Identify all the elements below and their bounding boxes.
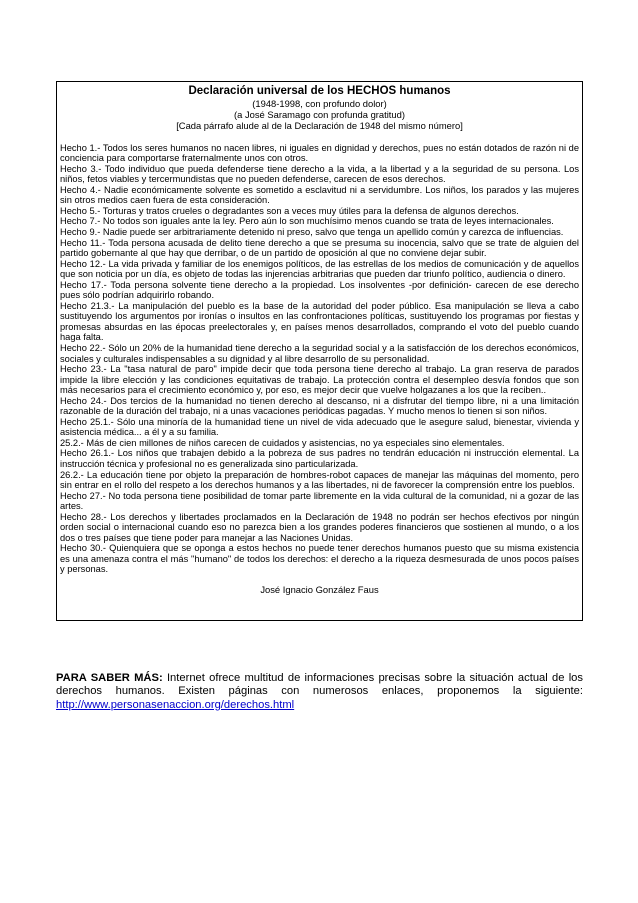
hecho-26-2: 26.2.- La educación tiene por objeto la preparación de hombres-robot capaces de manejar las máquinas del momento, pero sin entrar en el rollo del respeto a los derechos humanos y a las libertades, ni de favorecer la comprensión entre los pueblos. xyxy=(60,469,579,491)
hecho-21-3: Hecho 21.3.- La manipulación del pueblo es la base de la autoridad del poder público. Esa manipulación se lleva a cabo sustituyendo los argumentos por ironías o insultos en las confrontaciones políticas, sustituyendo los programas por fiestas y promesas absurdas en las épocas preelectorales y, en países menos desarrollados, comprando el voto del pueblo cuando haga falta. xyxy=(60,300,579,343)
hecho-4: Hecho 4.- Nadie económicamente solvente es sometido a esclavitud ni a servidumbre. Los niños, los parados y las mujeres sin otros medios caen fuera de esta consideración. xyxy=(60,184,579,206)
subtitle-dedication: (a José Saramago con profunda gratitud) xyxy=(234,109,405,121)
hecho-23: Hecho 23.- La "tasa natural de paro" impide decir que toda persona tiene derecho al trabajo. La gran reserva de parados impide la libre elección y las condiciones equitativas de trabajo. La protección contra el desempleo desvía fondos que son más necesarios para el crecimiento económico y, por eso, es mejor decir que vuelve holgazanes a los que la reciben.. xyxy=(60,364,579,396)
more-info-heading: PARA SABER MÁS: xyxy=(56,672,163,684)
hecho-22: Hecho 22.- Sólo un 20% de la humanidad tiene derecho a la seguridad social y a la satisfacción de los derechos económicos, sociales y culturales indispensables a su dignidad y al libre desarrollo de su personalidad. xyxy=(60,343,579,364)
document-title: Declaración universal de los HECHOS humanos xyxy=(188,85,451,97)
hecho-25-2: 25.2.- Más de cien millones de niños carecen de cuidados y asistencias, no ya especiales sino elementales. xyxy=(60,437,505,448)
hecho-30: Hecho 30.- Quienquiera que se oponga a estos hechos no puede tener derechos humanos puesto que su misma existencia es una amenaza contra el más "humano" de todos los derechos: el derecho a la riqueza desmesurada de unos pocos países y personas. xyxy=(60,543,579,575)
hecho-9: Hecho 9.- Nadie puede ser arbitrariamente detenido ni preso, salvo que tenga un apellido común y carezca de influencias. xyxy=(60,226,564,237)
hecho-11: Hecho 11.- Toda persona acusada de delito tiene derecho a que se presuma su inocencia, salvo que se trate de alguien del partido gobernante al que hay que derribar, o de un partido de oposición al que no conviene dejar subir. xyxy=(60,237,579,259)
hecho-12: Hecho 12.- La vida privada y familiar de los enemigos políticos, de las estrellas de los medios de comunicación y de aquellos que son noticia por un día, es objeto de todas las injerencias arbitrarias que pueden dar triunfo político, audiencia o dinero. xyxy=(60,258,579,280)
hecho-7: Hecho 7.- No todos son iguales ante la ley. Pero aún lo son muchísimo menos cuando se trata de leyes internacionales. xyxy=(60,216,554,227)
hecho-17: Hecho 17.- Toda persona solvente tiene derecho a la propiedad. Los insolventes -por definición- carecen de ese derecho pues sólo podrían adquirirlo robando. xyxy=(60,279,579,301)
more-info-text: Internet ofrece multitud de informaciones precisas sobre la situación actual de los derechos humanos. Existen páginas con numerosos enlaces, proponemos la siguiente: xyxy=(56,672,583,698)
hecho-25-1: Hecho 25.1.- Sólo una minoría de la humanidad tiene un nivel de vida adecuado que le asegure salud, bienestar, vivienda y asistencia médica... a él y a su familia. xyxy=(60,416,579,438)
author-signature: José Ignacio González Faus xyxy=(260,584,379,596)
declaration-box xyxy=(56,81,583,621)
hecho-3: Hecho 3.- Todo individuo que pueda defenderse tiene derecho a la vida, a la libertad y a la seguridad de su persona. Los niños, fetos viables y tercermundistas que no pueden defenderse, carecen de esos derechos. xyxy=(60,163,579,185)
more-info-section xyxy=(56,672,583,712)
hecho-26-1: Hecho 26.1.- Los niños que trabajen debido a la pobreza de sus padres no tendrán educación ni instrucción elemental. La instrucción técnica y profesional no es generalizada sino particularizada. xyxy=(60,448,579,470)
subtitle-note: [Cada párrafo alude al de la Declaración de 1948 del mismo número] xyxy=(176,120,463,132)
hecho-28: Hecho 28.- Los derechos y libertades proclamados en la Declaración de 1948 no podrán ser hechos efectivos por ningún orden social o internacional cuando eso no parezca bien a los grandes poderes financieros que sostienen al mundo, o a los dos o tres países que tiene poder para manejar a las Naciones Unidas. xyxy=(60,511,579,543)
hecho-1: Hecho 1.- Todos los seres humanos no nacen libres, ni iguales en dignidad y derechos, pues no están dotados de razón ni de conciencia para comportarse fraternalmente unos con otros. xyxy=(60,142,579,164)
derechos-link[interactable]: http://www.personasenaccion.org/derechos.html xyxy=(56,698,295,711)
hecho-27: Hecho 27.- No toda persona tiene posibilidad de tomar parte libremente en la vida cultural de la comunidad, ni a gozar de las artes. xyxy=(60,490,579,512)
subtitle-dates: (1948-1998, con profundo dolor) xyxy=(252,98,387,109)
hecho-5: Hecho 5.- Torturas y tratos crueles o degradantes son a veces muy útiles para la defensa de algunos derechos. xyxy=(60,205,519,216)
hecho-24: Hecho 24.- Dos tercios de la humanidad no tienen derecho al descanso, ni a disfrutar del tiempo libre, ni a una limitación razonable de la duración del trabajo, ni a unas vacaciones periódicas pagadas. Y mucho menos lo tienen si son niños. xyxy=(60,395,579,417)
